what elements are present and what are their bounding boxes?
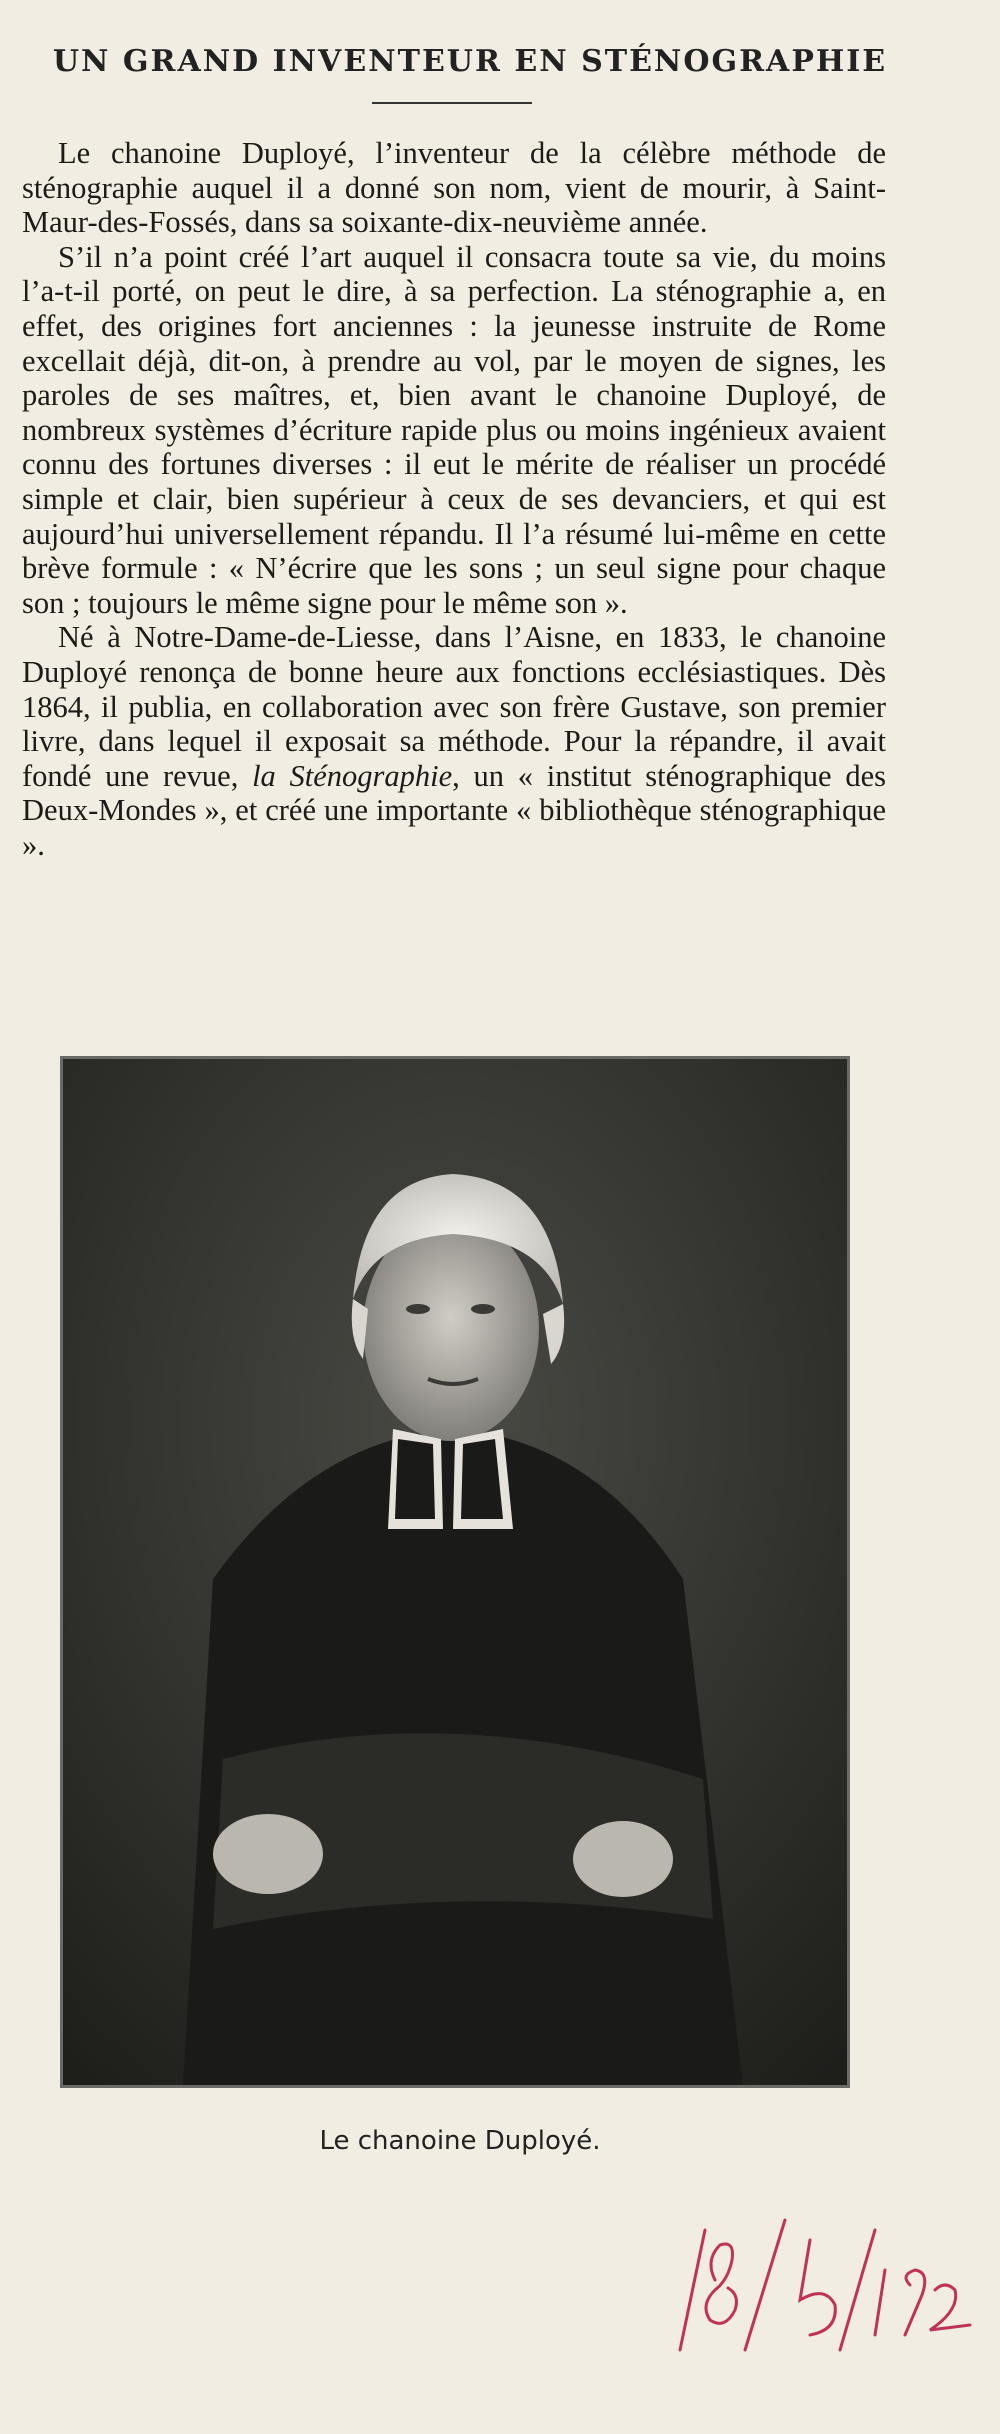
paragraph-3 bbox=[22, 620, 886, 862]
portrait-image bbox=[63, 1059, 847, 2085]
article-body bbox=[22, 136, 886, 862]
photo-caption: Le chanoine Duployé. bbox=[319, 2126, 601, 2156]
paragraph-2: S’il n’a point créé l’art auquel il consacra toute sa vie, du moins l’a-t-il porté, on peut le dire, à sa perfection. La sténographie a, en effet, des origines fort anciennes : la jeunesse instruite de Rome excellait déjà, dit-on, à prendre au vol, par le moyen de signes, les paroles de ses maîtres, et, bien avant le chanoine Duployé, de nombreux systèmes d’écriture rapide plus ou moins ingénieux avaient connu des fortunes diverses : il eut le mérite de réaliser un procédé simple et clair, bien supérieur à ceux de ses devanciers, et qui est aujourd’hui universellement répandu. Il l’a résumé lui-même en cette brève formule : « N’écrire que les sons ; un seul signe pour chaque son ; toujours le même signe pour le même son ». bbox=[22, 239, 886, 620]
title-rule bbox=[372, 102, 532, 104]
handwritten-date bbox=[660, 2200, 990, 2380]
journal-title: la Sténographie bbox=[252, 758, 453, 793]
paragraph-1: Le chanoine Duployé, l’inventeur de la célèbre méthode de sténographie auquel il a donné son nom, vient de mourir, à Saint-Maur-des-Fossés, dans sa soixante-dix-neuvième année. bbox=[22, 136, 886, 240]
portrait-photo bbox=[60, 1056, 850, 2088]
headline: UN GRAND INVENTEUR EN STÉNOGRAPHIE bbox=[52, 44, 888, 79]
paragraph-3-text: Né à Notre-Dame-de-Liesse, dans l’Aisne, en 1833, le chanoine Duployé renonça de bonne heure aux fonctions ecclésiastiques. Dès 1864, il publia, en collaboration avec son frère Gustave, son premier livre, dans lequel il exposait sa méthode. Pour la répandre, il avait fondé une revue, bbox=[22, 620, 886, 793]
paragraph-3-text-end: , un « institut sténographique des Deux-Mondes », et créé une importante « bibliothèque sténographique ». bbox=[22, 758, 886, 862]
